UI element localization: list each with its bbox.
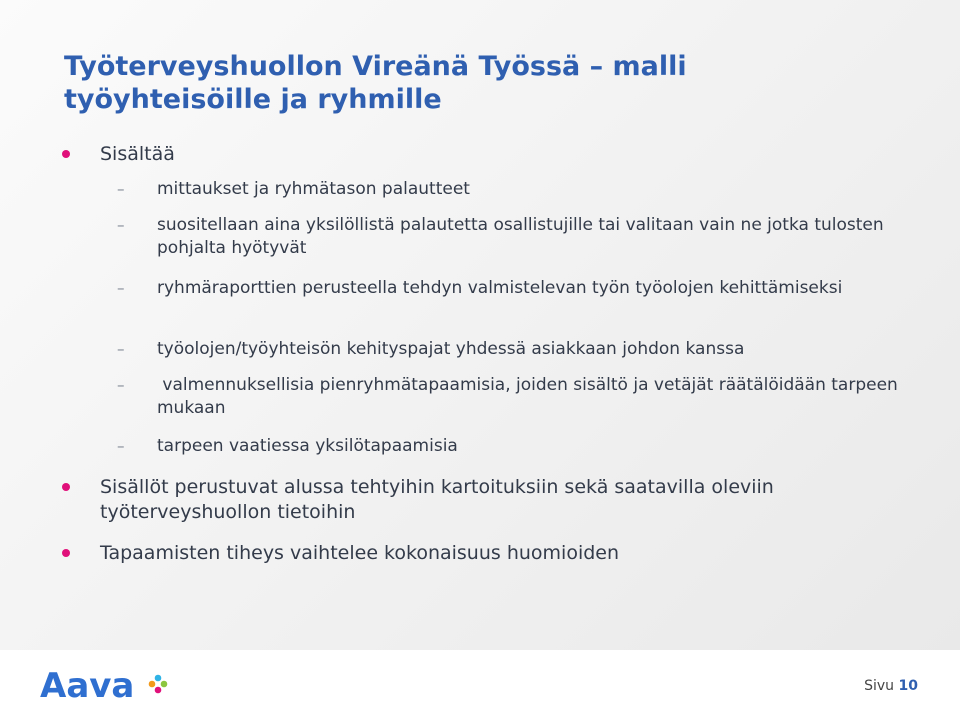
page-number-value: 10 — [898, 678, 918, 694]
aava-logo — [40, 664, 180, 704]
dash-icon: – — [117, 376, 125, 394]
aava-plus-dots-icon — [149, 675, 168, 694]
sub-item-text: valmennuksellisia pienryhmätapaamisia, joiden sisältö ja vetäjät räätälöidään tarpeen mukaan — [157, 375, 904, 418]
bullet-dot-icon — [62, 483, 70, 491]
bullet-item — [100, 541, 920, 566]
bullet-text: Sisällöt perustuvat alussa tehtyihin kartoituksiin sekä saatavilla oleviin työterveyshuollon tietoihin — [100, 476, 774, 523]
page-label: Sivu — [864, 678, 895, 694]
slide-title-line-2: työyhteisöille ja ryhmille — [64, 84, 442, 115]
sub-item — [117, 338, 917, 361]
dash-icon: – — [117, 437, 125, 455]
slide-title-line-1: Työterveyshuollon Vireänä Työssä – malli — [64, 51, 687, 82]
slide-footer — [0, 650, 960, 705]
bullet-dot-icon — [62, 150, 70, 158]
sub-item — [117, 214, 917, 260]
sub-item-text: suositellaan aina yksilöllistä palautetta osallistujille tai valitaan vain ne jotka tulosten pohjalta hyötyvät — [157, 215, 884, 258]
sub-item — [117, 178, 917, 201]
page-number — [864, 678, 918, 694]
sub-item — [117, 435, 917, 458]
dash-icon: – — [117, 180, 125, 198]
dash-icon: – — [117, 216, 125, 234]
bullet-text: Tapaamisten tiheys vaihtelee kokonaisuus huomioiden — [100, 542, 620, 564]
sub-item — [117, 374, 917, 420]
sub-item-text: työolojen/työyhteisön kehityspajat yhdessä asiakkaan johdon kanssa — [157, 339, 745, 359]
sub-item-text: mittaukset ja ryhmätason palautteet — [157, 179, 470, 199]
dash-icon: – — [117, 279, 125, 297]
sub-item — [117, 277, 917, 300]
bullet-dot-icon — [62, 549, 70, 557]
bullet-text: Sisältää — [100, 143, 175, 165]
sub-item-text: tarpeen vaatiessa yksilötapaamisia — [157, 436, 458, 456]
sub-item-text: ryhmäraporttien perusteella tehdyn valmistelevan työn työolojen kehittämiseksi — [157, 278, 843, 298]
dash-icon: – — [117, 340, 125, 358]
logo-wordmark: Aava — [40, 666, 135, 704]
bullet-item — [100, 475, 920, 525]
bullet-item — [100, 142, 920, 167]
